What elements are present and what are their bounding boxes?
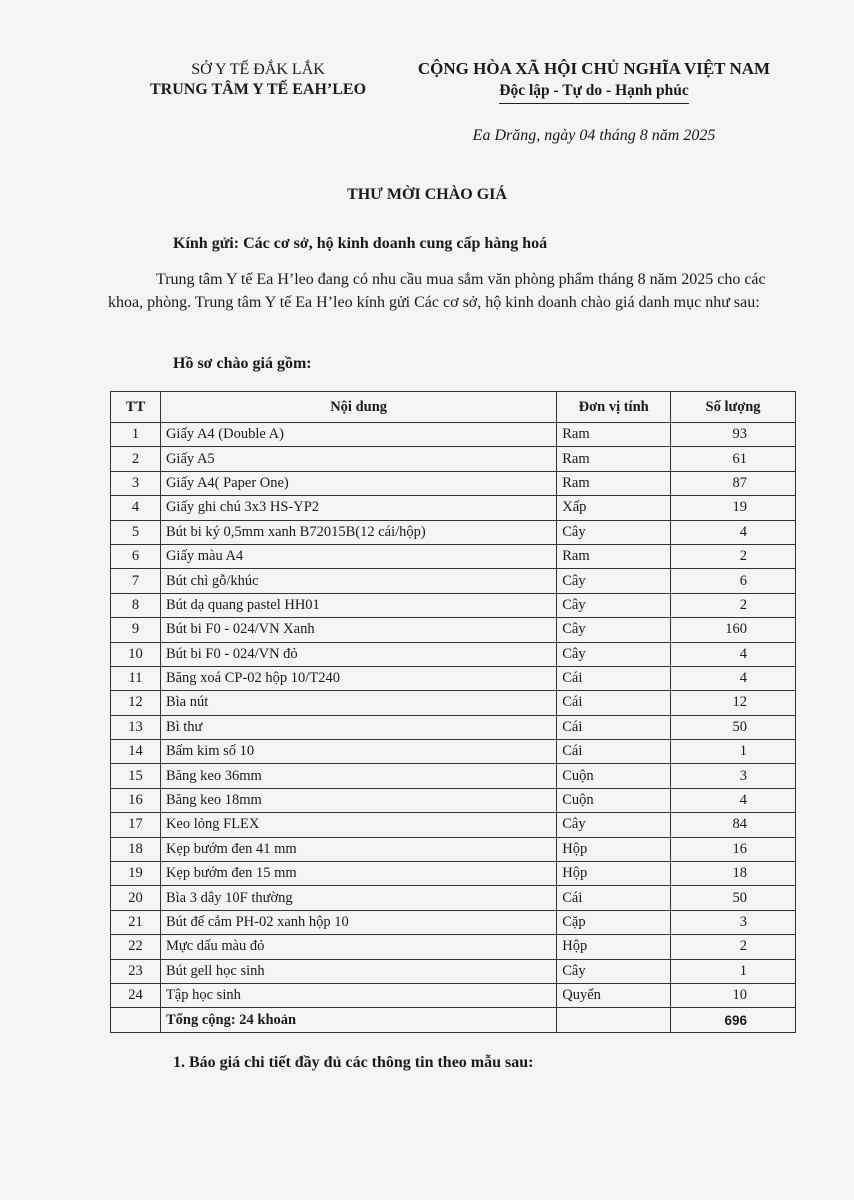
row-tt: 13 [111, 715, 161, 739]
table-row [111, 471, 796, 495]
row-tt: 3 [111, 471, 161, 495]
header-quantity: Số lượng [671, 392, 796, 423]
row-unit: Cái [557, 740, 671, 764]
row-content: Băng keo 36mm [160, 764, 556, 788]
table-row [111, 447, 796, 471]
national-motto: Độc lập - Tự do - Hạnh phúc [499, 80, 688, 104]
row-content: Băng keo 18mm [160, 788, 556, 812]
row-content: Bút dạ quang pastel HH01 [160, 593, 556, 617]
row-quantity: 87 [671, 471, 796, 495]
row-tt: 16 [111, 788, 161, 812]
table-header-row [111, 392, 796, 423]
row-unit: Cái [557, 691, 671, 715]
table-total-row [111, 1008, 796, 1032]
table-row [111, 886, 796, 910]
row-quantity: 4 [671, 788, 796, 812]
table-row [111, 935, 796, 959]
table-row [111, 813, 796, 837]
row-unit: Cây [557, 593, 671, 617]
row-unit: Ram [557, 423, 671, 447]
issuer-department: SỞ Y TẾ ĐẮK LẮK [191, 61, 325, 78]
row-content: Bấm kim số 10 [160, 740, 556, 764]
table-row [111, 618, 796, 642]
row-unit: Cuộn [557, 764, 671, 788]
row-content: Bìa 3 dây 10F thường [160, 886, 556, 910]
table-row [111, 983, 796, 1007]
row-content: Keo lỏng FLEX [160, 813, 556, 837]
row-tt: 1 [111, 423, 161, 447]
table-row [111, 959, 796, 983]
row-tt: 22 [111, 935, 161, 959]
subsection-1-heading: 1. Báo giá chi tiết đầy đủ các thông tin theo mẫu sau: [173, 1054, 534, 1071]
row-quantity: 19 [671, 496, 796, 520]
row-quantity: 1 [671, 740, 796, 764]
row-unit: Cây [557, 569, 671, 593]
row-content: Tập học sinh [160, 983, 556, 1007]
row-unit: Hộp [557, 862, 671, 886]
table-row [111, 715, 796, 739]
row-tt: 2 [111, 447, 161, 471]
row-tt: 21 [111, 910, 161, 934]
row-quantity: 61 [671, 447, 796, 471]
date-line: Ea Drăng, ngày 04 tháng 8 năm 2025 [472, 127, 716, 144]
table-row [111, 666, 796, 690]
row-content: Giấy ghi chú 3x3 HS-YP2 [160, 496, 556, 520]
row-content: Bút bi F0 - 024/VN đỏ [160, 642, 556, 666]
row-quantity: 4 [671, 642, 796, 666]
row-quantity: 16 [671, 837, 796, 861]
total-empty-unit [557, 1008, 671, 1032]
table-row [111, 837, 796, 861]
row-quantity: 2 [671, 935, 796, 959]
row-tt: 5 [111, 520, 161, 544]
row-tt: 18 [111, 837, 161, 861]
table-row [111, 788, 796, 812]
row-unit: Ram [557, 447, 671, 471]
row-unit: Cây [557, 642, 671, 666]
row-unit: Hộp [557, 837, 671, 861]
row-unit: Cây [557, 959, 671, 983]
row-quantity: 10 [671, 983, 796, 1007]
issuer-block [118, 60, 398, 100]
row-tt: 19 [111, 862, 161, 886]
table-row [111, 910, 796, 934]
total-empty-cell [111, 1008, 161, 1032]
row-unit: Cái [557, 886, 671, 910]
table-row [111, 569, 796, 593]
row-content: Bút bi F0 - 024/VN Xanh [160, 618, 556, 642]
header-tt: TT [111, 392, 161, 423]
row-content: Bút chì gỗ/khúc [160, 569, 556, 593]
row-content: Bì thư [160, 715, 556, 739]
row-quantity: 4 [671, 520, 796, 544]
header-unit: Đơn vị tính [557, 392, 671, 423]
row-content: Kẹp bướm đen 41 mm [160, 837, 556, 861]
row-unit: Cái [557, 715, 671, 739]
row-quantity: 160 [671, 618, 796, 642]
row-tt: 7 [111, 569, 161, 593]
row-tt: 8 [111, 593, 161, 617]
row-content: Giấy A5 [160, 447, 556, 471]
row-unit: Cặp [557, 910, 671, 934]
row-quantity: 12 [671, 691, 796, 715]
row-content: Bút đế cắm PH-02 xanh hộp 10 [160, 910, 556, 934]
row-quantity: 50 [671, 715, 796, 739]
row-unit: Xấp [557, 496, 671, 520]
row-tt: 24 [111, 983, 161, 1007]
table-row [111, 593, 796, 617]
table-row [111, 740, 796, 764]
row-tt: 10 [111, 642, 161, 666]
row-quantity: 4 [671, 666, 796, 690]
row-content: Bút bi ký 0,5mm xanh B72015B(12 cái/hộp) [160, 520, 556, 544]
section-title: Hồ sơ chào giá gồm: [173, 355, 312, 372]
row-content: Bìa nút [160, 691, 556, 715]
total-value: 696 [671, 1008, 796, 1032]
row-quantity: 93 [671, 423, 796, 447]
table-row [111, 496, 796, 520]
row-tt: 15 [111, 764, 161, 788]
row-content: Kẹp bướm đen 15 mm [160, 862, 556, 886]
row-quantity: 1 [671, 959, 796, 983]
table-row [111, 862, 796, 886]
row-unit: Cây [557, 618, 671, 642]
row-unit: Hộp [557, 935, 671, 959]
row-content: Giấy A4 (Double A) [160, 423, 556, 447]
row-quantity: 50 [671, 886, 796, 910]
document-title: THƯ MỜI CHÀO GIÁ [347, 186, 507, 203]
row-content: Bút gell học sinh [160, 959, 556, 983]
total-label: Tổng cộng: 24 khoản [160, 1008, 556, 1032]
row-unit: Quyển [557, 983, 671, 1007]
row-tt: 11 [111, 666, 161, 690]
row-quantity: 3 [671, 764, 796, 788]
row-quantity: 6 [671, 569, 796, 593]
row-tt: 12 [111, 691, 161, 715]
table-row [111, 544, 796, 568]
table-row [111, 520, 796, 544]
national-heading [404, 58, 784, 104]
row-tt: 4 [111, 496, 161, 520]
row-tt: 9 [111, 618, 161, 642]
issuer-name: TRUNG TÂM Y TẾ EAH’LEO [149, 81, 367, 98]
nation-name: CỘNG HÒA XÃ HỘI CHỦ NGHĨA VIỆT NAM [417, 59, 771, 78]
intro-paragraph: Trung tâm Y tế Ea H’leo đang có nhu cầu mua sắm văn phòng phẩm tháng 8 năm 2025 cho các khoa, phòng. Trung tâm Y tế Ea H’leo kính gửi Các cơ sở, hộ kinh doanh chào giá danh mục như sau: [108, 271, 766, 311]
items-table [110, 391, 796, 1033]
row-unit: Cái [557, 666, 671, 690]
row-quantity: 84 [671, 813, 796, 837]
row-unit: Ram [557, 471, 671, 495]
row-unit: Cây [557, 813, 671, 837]
row-unit: Cây [557, 520, 671, 544]
recipient-line: Kính gửi: Các cơ sở, hộ kinh doanh cung cấp hàng hoá [173, 235, 548, 252]
row-quantity: 2 [671, 544, 796, 568]
table-row [111, 691, 796, 715]
row-tt: 23 [111, 959, 161, 983]
row-quantity: 18 [671, 862, 796, 886]
row-content: Mực dấu màu đỏ [160, 935, 556, 959]
row-tt: 17 [111, 813, 161, 837]
row-tt: 6 [111, 544, 161, 568]
table-row [111, 423, 796, 447]
row-content: Băng xoá CP-02 hộp 10/T240 [160, 666, 556, 690]
table-row [111, 642, 796, 666]
row-content: Giấy màu A4 [160, 544, 556, 568]
row-tt: 14 [111, 740, 161, 764]
table-row [111, 764, 796, 788]
row-quantity: 2 [671, 593, 796, 617]
row-tt: 20 [111, 886, 161, 910]
header-content: Nội dung [160, 392, 556, 423]
row-quantity: 3 [671, 910, 796, 934]
row-content: Giấy A4( Paper One) [160, 471, 556, 495]
row-unit: Ram [557, 544, 671, 568]
table-body [111, 423, 796, 1008]
row-unit: Cuộn [557, 788, 671, 812]
